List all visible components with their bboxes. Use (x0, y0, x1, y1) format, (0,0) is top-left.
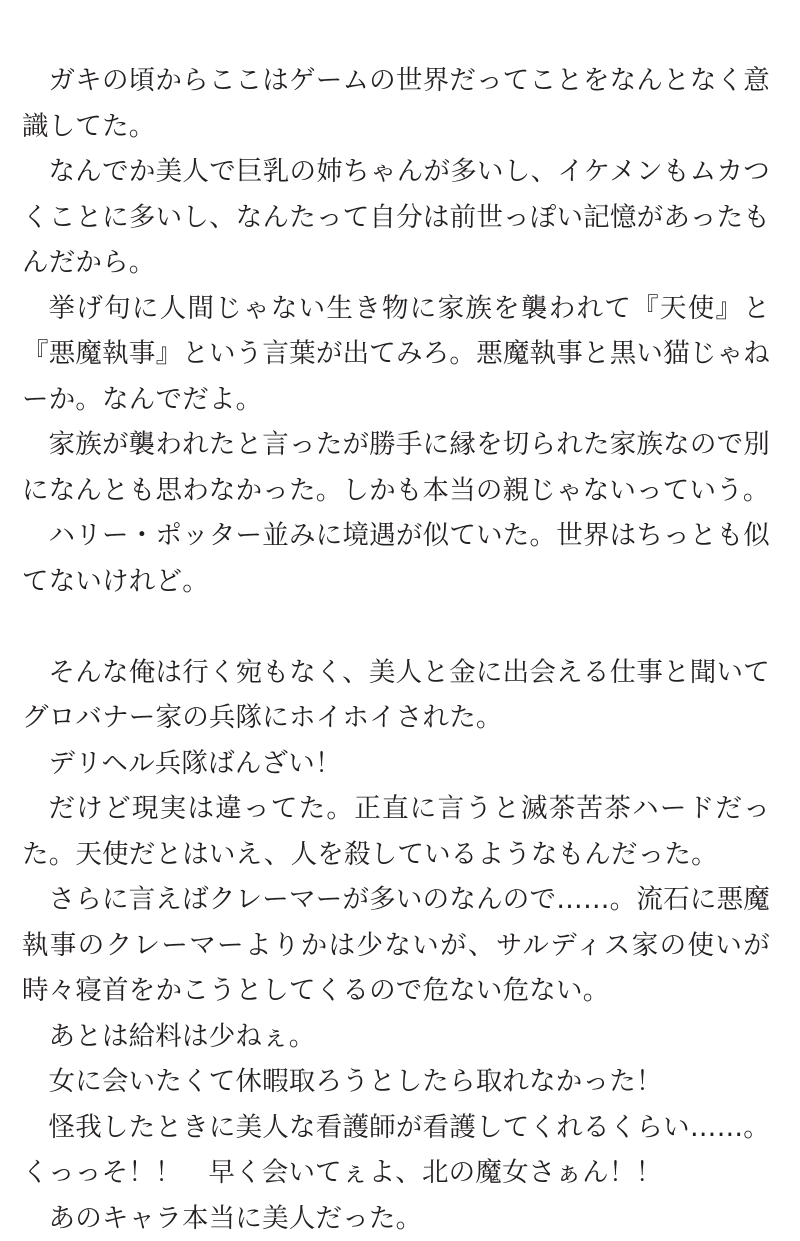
paragraph: さらに言えばクレーマーが多いのなんので……。流石に悪魔執事のクレーマーよりかは少ないが、サルディス家の使いが時々寝首をかこうとしてくるので危ない危ない。 (22, 877, 770, 1014)
paragraph-spacer (22, 604, 770, 650)
paragraph: ガキの頃からここはゲームの世界だってことをなんとなく意識してた。 (22, 58, 770, 149)
paragraph: ハリー・ポッター並みに境遇が似ていた。世界はちっとも似てないけれど。 (22, 513, 770, 604)
paragraph: 家族が襲われたと言ったが勝手に縁を切られた家族なので別になんとも思わなかった。しかも本当の親じゃないっていう。 (22, 422, 770, 513)
paragraph: デリヘル兵隊ばんざい！ (22, 741, 770, 787)
novel-text-body (22, 58, 770, 1241)
paragraph: なんでか美人で巨乳の姉ちゃんが多いし、イケメンもムカつくことに多いし、なんたって自分は前世っぽい記憶があったもんだから。 (22, 149, 770, 286)
paragraph: だけど現実は違ってた。正直に言うと滅茶苦茶ハードだった。天使だとはいえ、人を殺しているようなもんだった。 (22, 786, 770, 877)
paragraph: そんな俺は行く宛もなく、美人と金に出会える仕事と聞いてグロバナー家の兵隊にホイホイされた。 (22, 650, 770, 741)
paragraph: あとは給料は少ねぇ。 (22, 1014, 770, 1060)
paragraph: 挙げ句に人間じゃない生き物に家族を襲われて『天使』と『悪魔執事』という言葉が出てみろ。悪魔執事と黒い猫じゃねーか。なんでだよ。 (22, 286, 770, 423)
paragraph: 怪我したときに美人な看護師が看護してくれるくらい……。くっっそ！！ 早く会いてぇよ、北の魔女さぁん！！ (22, 1105, 770, 1196)
paragraph: あのキャラ本当に美人だった。 (22, 1196, 770, 1241)
paragraph: 女に会いたくて休暇取ろうとしたら取れなかった！ (22, 1059, 770, 1105)
